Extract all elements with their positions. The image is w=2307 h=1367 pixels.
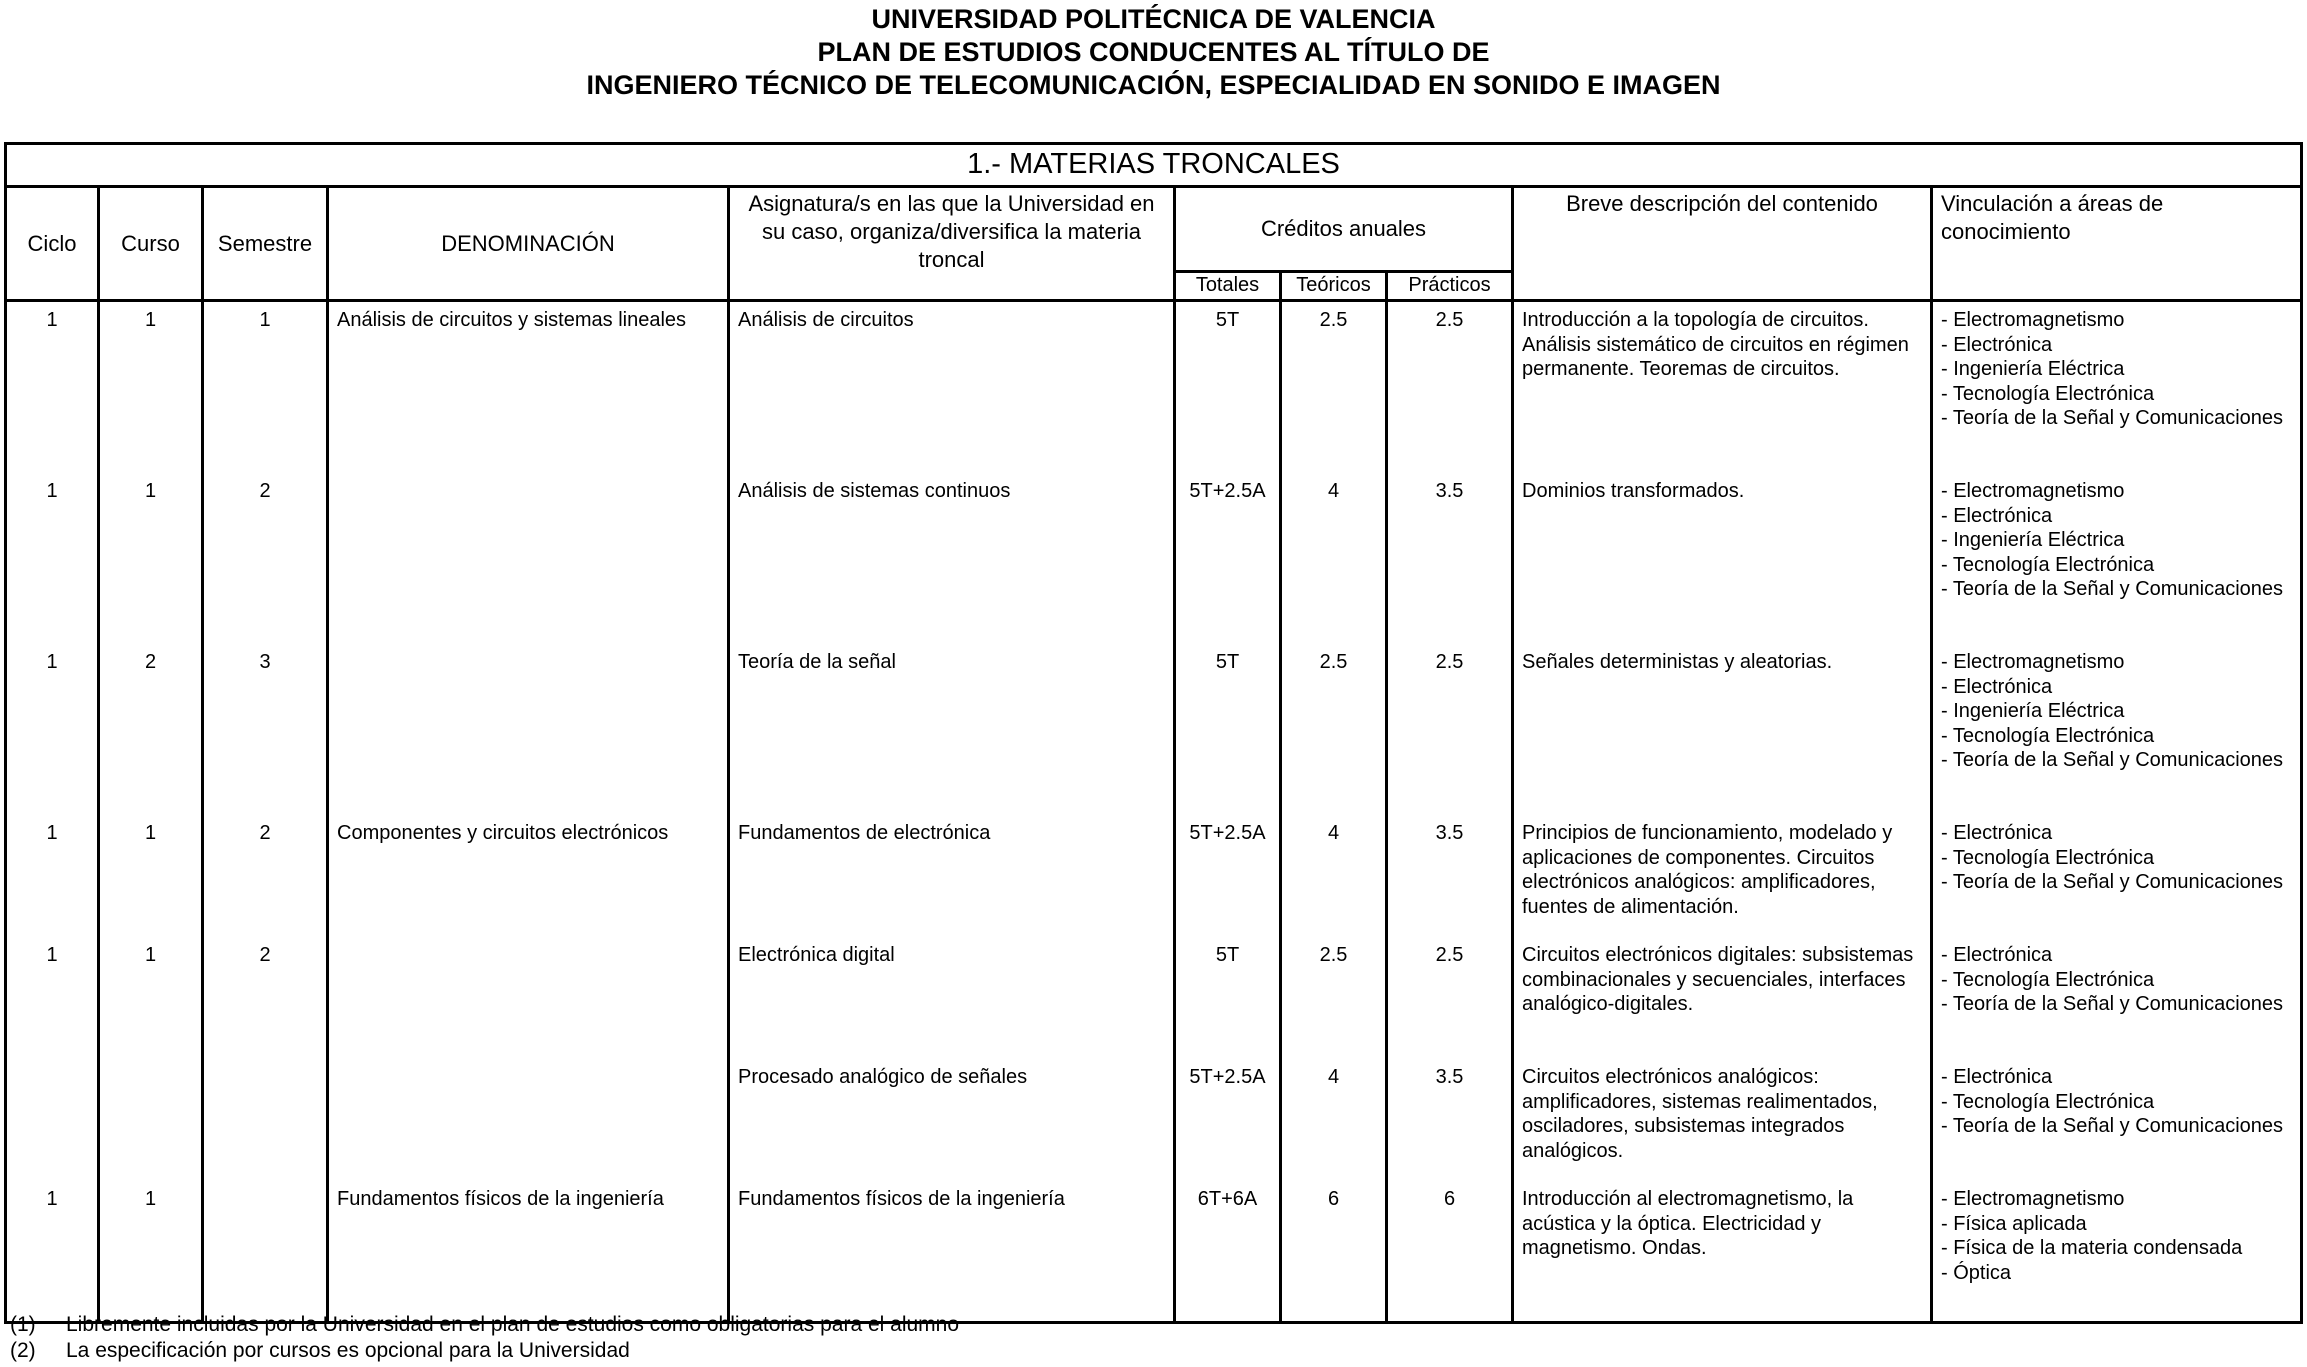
cell-curso: 1 xyxy=(99,821,203,943)
university-name: UNIVERSIDAD POLITÉCNICA DE VALENCIA xyxy=(871,4,1436,34)
area-item: - Electrónica xyxy=(1941,1066,2053,1088)
area-item: - Electromagnetismo xyxy=(1941,651,2125,673)
cell-ciclo: 1 xyxy=(6,1187,99,1323)
area-item: - Electromagnetismo xyxy=(1941,1188,2125,1210)
cell-vinculacion xyxy=(1932,1065,2302,1187)
cell-vinculacion xyxy=(1932,943,2302,1065)
cell-vinculacion xyxy=(1932,479,2302,650)
cell-descripcion: Señales deterministas y aleatorias. xyxy=(1513,650,1932,821)
cell-practicos: 3.5 xyxy=(1387,821,1513,943)
cell-denominacion xyxy=(328,650,729,821)
area-item: - Óptica xyxy=(1941,1261,2012,1284)
table-row xyxy=(6,1065,2302,1187)
area-item: - Electrónica xyxy=(1941,675,2053,698)
area-item: - Ingeniería Eléctrica xyxy=(1941,529,2125,551)
cell-curso: 2 xyxy=(99,650,203,821)
cell-curso: 1 xyxy=(99,301,203,480)
table-row xyxy=(6,1187,2302,1323)
area-item: - Tecnología Electrónica xyxy=(1941,846,2155,869)
col-header-semestre: Semestre xyxy=(203,187,328,301)
cell-totales: 5T+2.5A xyxy=(1175,479,1281,650)
cell-asignatura: Fundamentos físicos de la ingeniería xyxy=(729,1187,1175,1323)
area-item: - Teoría de la Señal y Comunicaciones xyxy=(1941,993,2284,1015)
cell-vinculacion xyxy=(1932,821,2302,943)
col-header-curso: Curso xyxy=(99,187,203,301)
table-row xyxy=(6,650,2302,821)
footnote xyxy=(10,1312,959,1338)
area-item: - Tecnología Electrónica xyxy=(1941,724,2155,747)
cell-practicos: 2.5 xyxy=(1387,943,1513,1065)
cell-asignatura: Procesado analógico de señales xyxy=(729,1065,1175,1187)
cell-curso: 1 xyxy=(99,1187,203,1323)
cell-totales: 5T xyxy=(1175,943,1281,1065)
footnote-text: Libremente incluidas por la Universidad en el plan de estudios como obligatorias para el alumno xyxy=(66,1313,960,1336)
col-header-descripcion: Breve descripción del contenido xyxy=(1513,187,1932,301)
area-item: - Teoría de la Señal y Comunicaciones xyxy=(1941,749,2284,771)
cell-semestre xyxy=(203,1187,328,1323)
cell-denominacion xyxy=(328,479,729,650)
area-item: - Electrónica xyxy=(1941,333,2053,356)
footnote xyxy=(10,1338,959,1364)
cell-ciclo: 1 xyxy=(6,650,99,821)
cell-teoricos: 4 xyxy=(1281,1065,1387,1187)
document-header xyxy=(0,0,2307,102)
area-item: - Teoría de la Señal y Comunicaciones xyxy=(1941,578,2284,600)
cell-totales: 5T xyxy=(1175,301,1281,480)
cell-asignatura: Teoría de la señal xyxy=(729,650,1175,821)
area-item: - Física de la materia condensada xyxy=(1941,1237,2243,1259)
cell-descripcion: Dominios transformados. xyxy=(1513,479,1932,650)
col-header-teoricos: Teóricos xyxy=(1281,272,1387,301)
cell-ciclo: 1 xyxy=(6,821,99,943)
col-header-creditos: Créditos anuales xyxy=(1175,187,1513,272)
cell-teoricos: 4 xyxy=(1281,479,1387,650)
cell-descripcion: Introducción a la topología de circuitos. Análisis sistemático de circuitos en régimen permanente. Teoremas de circuitos. xyxy=(1513,301,1932,480)
cell-curso xyxy=(99,1065,203,1187)
cell-vinculacion xyxy=(1932,1187,2302,1323)
cell-practicos: 6 xyxy=(1387,1187,1513,1323)
area-item: - Teoría de la Señal y Comunicaciones xyxy=(1941,407,2284,429)
col-header-vinculacion: Vinculación a áreas de conocimiento xyxy=(1932,187,2302,301)
cell-teoricos: 2.5 xyxy=(1281,650,1387,821)
cell-denominacion: Fundamentos físicos de la ingeniería xyxy=(328,1187,729,1323)
cell-denominacion xyxy=(328,943,729,1065)
cell-asignatura: Análisis de sistemas continuos xyxy=(729,479,1175,650)
cell-semestre: 1 xyxy=(203,301,328,480)
cell-ciclo: 1 xyxy=(6,943,99,1065)
area-item: - Tecnología Electrónica xyxy=(1941,553,2155,576)
degree-title: INGENIERO TÉCNICO DE TELECOMUNICACIÓN, ESPECIALIDAD EN SONIDO E IMAGEN xyxy=(586,70,1721,100)
cell-descripcion: Principios de funcionamiento, modelado y aplicaciones de componentes. Circuitos electrónicos analógicos: amplificadores, fuentes de alimentación. xyxy=(1513,821,1932,943)
col-header-ciclo: Ciclo xyxy=(6,187,99,301)
cell-teoricos: 2.5 xyxy=(1281,301,1387,480)
cell-teoricos: 2.5 xyxy=(1281,943,1387,1065)
cell-totales: 5T+2.5A xyxy=(1175,1065,1281,1187)
cell-denominacion: Componentes y circuitos electrónicos xyxy=(328,821,729,943)
cell-totales: 5T xyxy=(1175,650,1281,821)
cell-curso: 1 xyxy=(99,943,203,1065)
cell-teoricos: 6 xyxy=(1281,1187,1387,1323)
area-item: - Electromagnetismo xyxy=(1941,480,2125,502)
table-row xyxy=(6,821,2302,943)
cell-teoricos: 4 xyxy=(1281,821,1387,943)
footnotes xyxy=(10,1312,959,1364)
cell-descripcion: Circuitos electrónicos analógicos: amplificadores, sistemas realimentados, osciladores, subsistemas integrados analógicos. xyxy=(1513,1065,1932,1187)
cell-semestre: 2 xyxy=(203,821,328,943)
cell-asignatura: Análisis de circuitos xyxy=(729,301,1175,480)
footnote-text: La especificación por cursos es opcional para la Universidad xyxy=(66,1339,630,1362)
cell-descripcion: Introducción al electromagnetismo, la acústica y la óptica. Electricidad y magnetismo. Ondas. xyxy=(1513,1187,1932,1323)
footnote-number: (2) xyxy=(10,1339,36,1362)
cell-denominacion xyxy=(328,1065,729,1187)
table-row xyxy=(6,943,2302,1065)
area-item: - Electrónica xyxy=(1941,822,2053,844)
area-item: - Física aplicada xyxy=(1941,1212,2087,1235)
col-header-asignatura: Asignatura/s en las que la Universidad en su caso, organiza/diversifica la materia troncal xyxy=(729,187,1175,301)
cell-totales: 5T+2.5A xyxy=(1175,821,1281,943)
cell-curso: 1 xyxy=(99,479,203,650)
table-row xyxy=(6,479,2302,650)
area-item: - Teoría de la Señal y Comunicaciones xyxy=(1941,871,2284,893)
table-row xyxy=(6,301,2302,480)
col-header-denominacion: DENOMINACIÓN xyxy=(328,187,729,301)
cell-semestre xyxy=(203,1065,328,1187)
footnote-number: (1) xyxy=(10,1313,36,1336)
area-item: - Tecnología Electrónica xyxy=(1941,968,2155,991)
materias-troncales-table xyxy=(4,142,2303,1324)
cell-ciclo xyxy=(6,1065,99,1187)
cell-denominacion: Análisis de circuitos y sistemas lineales xyxy=(328,301,729,480)
area-item: - Electrónica xyxy=(1941,504,2053,527)
cell-ciclo: 1 xyxy=(6,301,99,480)
area-item: - Teoría de la Señal y Comunicaciones xyxy=(1941,1115,2284,1137)
area-item: - Electrónica xyxy=(1941,944,2053,966)
cell-practicos: 2.5 xyxy=(1387,301,1513,480)
col-header-totales: Totales xyxy=(1175,272,1281,301)
section-title: 1.- MATERIAS TRONCALES xyxy=(6,144,2302,187)
cell-asignatura: Fundamentos de electrónica xyxy=(729,821,1175,943)
area-item: - Tecnología Electrónica xyxy=(1941,1090,2155,1113)
area-item: - Electromagnetismo xyxy=(1941,309,2125,331)
area-item: - Tecnología Electrónica xyxy=(1941,382,2155,405)
area-item: - Ingeniería Eléctrica xyxy=(1941,358,2125,380)
cell-semestre: 2 xyxy=(203,943,328,1065)
cell-descripcion: Circuitos electrónicos digitales: subsistemas combinacionales y secuenciales, interfaces analógico-digitales. xyxy=(1513,943,1932,1065)
plan-title: PLAN DE ESTUDIOS CONDUCENTES AL TÍTULO DE xyxy=(817,37,1490,67)
cell-practicos: 2.5 xyxy=(1387,650,1513,821)
cell-vinculacion xyxy=(1932,650,2302,821)
cell-practicos: 3.5 xyxy=(1387,1065,1513,1187)
col-header-practicos: Prácticos xyxy=(1387,272,1513,301)
cell-vinculacion xyxy=(1932,301,2302,480)
table-body xyxy=(6,301,2302,1323)
cell-practicos: 3.5 xyxy=(1387,479,1513,650)
area-item: - Ingeniería Eléctrica xyxy=(1941,700,2125,722)
cell-asignatura: Electrónica digital xyxy=(729,943,1175,1065)
cell-ciclo: 1 xyxy=(6,479,99,650)
cell-semestre: 2 xyxy=(203,479,328,650)
cell-semestre: 3 xyxy=(203,650,328,821)
cell-totales: 6T+6A xyxy=(1175,1187,1281,1323)
